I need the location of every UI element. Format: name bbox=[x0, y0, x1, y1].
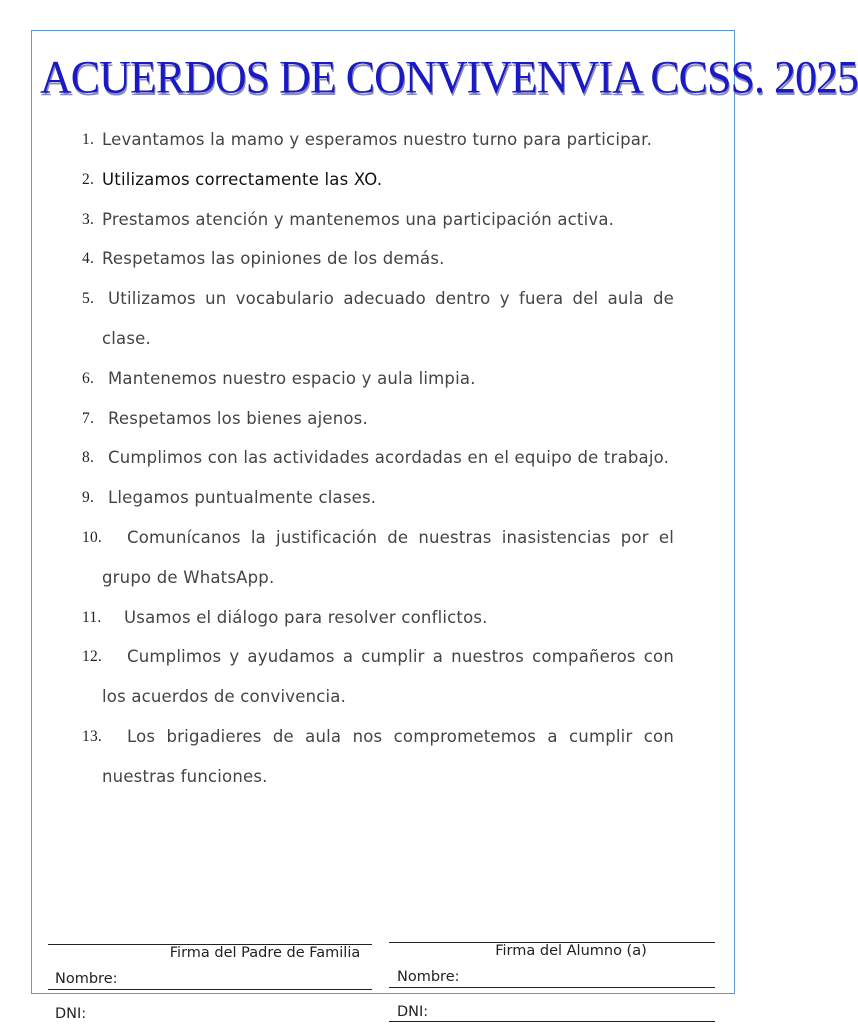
item-number: 1. bbox=[82, 131, 95, 148]
list-item bbox=[82, 200, 674, 240]
item-number: 6. bbox=[82, 369, 95, 387]
list-item bbox=[82, 478, 674, 518]
item-text: Prestamos atención y mantenemos una participación activa. bbox=[102, 209, 615, 229]
document-title: ACUERDOS DE CONVIVENVIA CCSS. 2025 bbox=[40, 51, 858, 104]
item-text: Cumplimos y ayudamos a cumplir a nuestros compañeros con los acuerdos de convivencia. bbox=[102, 647, 674, 707]
list-item bbox=[82, 239, 674, 279]
item-number: 11. bbox=[82, 608, 102, 626]
list-item bbox=[82, 399, 674, 439]
item-number: 2. bbox=[82, 170, 95, 188]
item-text: Utilizamos un vocabulario adecuado dentro y fuera del aula de clase. bbox=[102, 289, 674, 348]
item-number: 5. bbox=[82, 290, 95, 308]
item-text: Comunícanos la justificación de nuestras inasistencias por el grupo de WhatsApp. bbox=[102, 527, 674, 587]
list-item bbox=[82, 518, 674, 598]
item-text: Usamos el diálogo para resolver conflictos. bbox=[124, 607, 488, 627]
agreements-list bbox=[82, 120, 674, 797]
item-number: 9. bbox=[82, 489, 95, 507]
item-number: 4. bbox=[82, 250, 95, 268]
student-signature-caption: Firma del Alumno (a) bbox=[495, 943, 647, 959]
parent-name-label: Nombre: bbox=[55, 971, 118, 987]
item-text: Cumplimos con las actividades acordadas en el equipo de trabajo. bbox=[108, 448, 670, 468]
item-number: 13. bbox=[82, 727, 102, 745]
list-item bbox=[82, 438, 674, 478]
list-item bbox=[82, 598, 674, 638]
item-text: Levantamos la mamo y esperamos nuestro turno para participar. bbox=[102, 130, 653, 149]
list-item bbox=[82, 717, 674, 797]
list-item bbox=[82, 120, 674, 160]
parent-signature-caption: Firma del Padre de Familia bbox=[169, 945, 361, 961]
parent-name-line bbox=[48, 989, 372, 990]
item-text: Respetamos los bienes ajenos. bbox=[108, 408, 368, 428]
item-text: Llegamos puntualmente clases. bbox=[108, 488, 377, 508]
item-number: 12. bbox=[82, 648, 102, 666]
student-dni-line bbox=[389, 1021, 715, 1022]
parent-dni-label: DNI: bbox=[55, 1006, 87, 1022]
item-text: Los brigadieres de aula nos comprometemos a cumplir con nuestras funciones. bbox=[102, 726, 674, 786]
item-number: 3. bbox=[82, 210, 95, 228]
item-text: Utilizamos correctamente las XO. bbox=[102, 169, 383, 189]
student-dni-label: DNI: bbox=[397, 1004, 429, 1020]
list-item bbox=[82, 637, 674, 717]
item-text: Respetamos las opiniones de los demás. bbox=[102, 249, 445, 269]
item-number: 10. bbox=[82, 528, 102, 546]
student-name-line bbox=[389, 987, 715, 988]
list-item bbox=[82, 359, 674, 399]
item-text: Mantenemos nuestro espacio y aula limpia. bbox=[108, 368, 476, 388]
list-item bbox=[82, 279, 674, 359]
student-name-label: Nombre: bbox=[397, 969, 460, 985]
item-number: 7. bbox=[82, 409, 95, 427]
list-item bbox=[82, 160, 674, 200]
item-number: 8. bbox=[82, 449, 95, 467]
